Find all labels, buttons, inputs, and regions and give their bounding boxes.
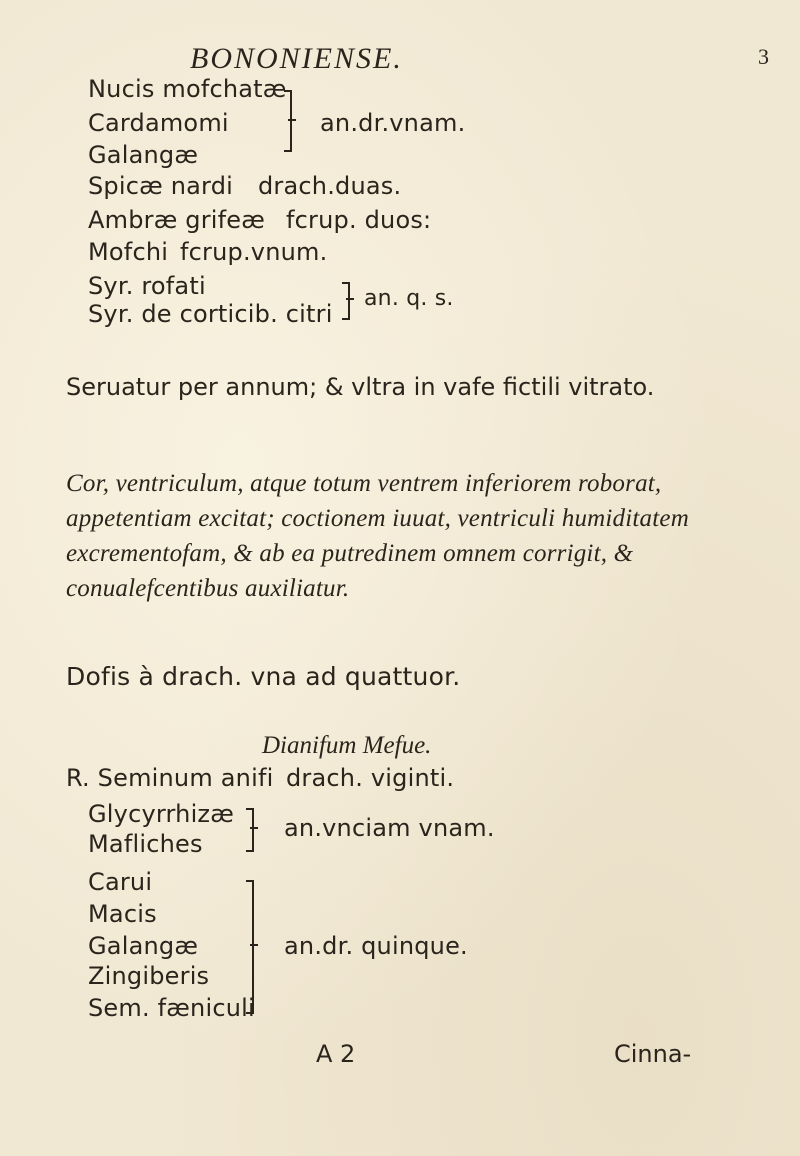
brace-group-1 (284, 90, 292, 152)
brace-group-3 (246, 808, 254, 852)
signature-mark: A 2 (316, 1040, 356, 1068)
ingredient-glycyrrhizae: Glycyrrhizæ (88, 800, 235, 828)
ingredient-macis: Macis (88, 900, 157, 928)
dose-group-3: an.vnciam vnam. (284, 814, 495, 842)
brace-group-2-point (346, 298, 354, 300)
dose-spicae-nardi: drach.duas. (258, 172, 402, 200)
brace-group-1-point (288, 119, 296, 121)
ingredient-syr-citri: Syr. de corticib. citri (88, 300, 333, 328)
ingredient-syr-rosati: Syr. rofati (88, 272, 206, 300)
page-number: 3 (758, 44, 769, 69)
storage-instructions: Seruatur per annum; & vltra in vafe fictili vitrato. (66, 373, 655, 401)
ingredient-nucis: Nucis mofchatæ (88, 75, 287, 103)
recipe-2-title: Dianifum Mefue. (262, 732, 432, 759)
ingredient-carui: Carui (88, 868, 153, 896)
dosage-line: Dofis à drach. vna ad quattuor. (66, 662, 461, 691)
brace-group-2 (342, 282, 350, 320)
ingredient-galangae-2: Galangæ (88, 932, 199, 960)
ingredient-foeniculi: Sem. fæniculi (88, 994, 255, 1022)
dose-moschi: fcrup.vnum. (180, 238, 328, 266)
ingredient-cardamomi: Cardamomi (88, 109, 229, 137)
dose-ambrae: fcrup. duos: (286, 206, 432, 234)
ingredient-galangae: Galangæ (88, 141, 199, 169)
dose-group-2: an. q. s. (364, 286, 454, 311)
dose-anisi: drach. viginti. (286, 764, 455, 792)
running-title: BONONIENSE. (190, 42, 403, 75)
ingredient-ambrae: Ambræ grifeæ (88, 206, 266, 234)
brace-group-4 (246, 880, 254, 1014)
ingredient-moschi: Mofchi (88, 238, 169, 266)
brace-group-4-point (250, 944, 258, 946)
virtues-paragraph: Cor, ventriculum, atque totum ventrem inferiorem roborat, appetentiam excitat; coctionem iuuat, ventriculi humiditatem excrementofam, & ab ea putredinem omnem corrigit, & conualefcentibus auxiliatur. (66, 470, 689, 602)
dose-group-4: an.dr. quinque. (284, 932, 468, 960)
ingredient-anisi: R. Seminum anifi (66, 764, 274, 792)
ingredient-zingiberis: Zingiberis (88, 962, 210, 990)
ingredient-mastiches: Mafliches (88, 830, 203, 858)
brace-group-3-point (250, 827, 258, 829)
ingredient-spicae-nardi: Spicæ nardi (88, 172, 233, 200)
catchword: Cinna- (614, 1040, 692, 1068)
dose-group-1: an.dr.vnam. (320, 109, 466, 137)
